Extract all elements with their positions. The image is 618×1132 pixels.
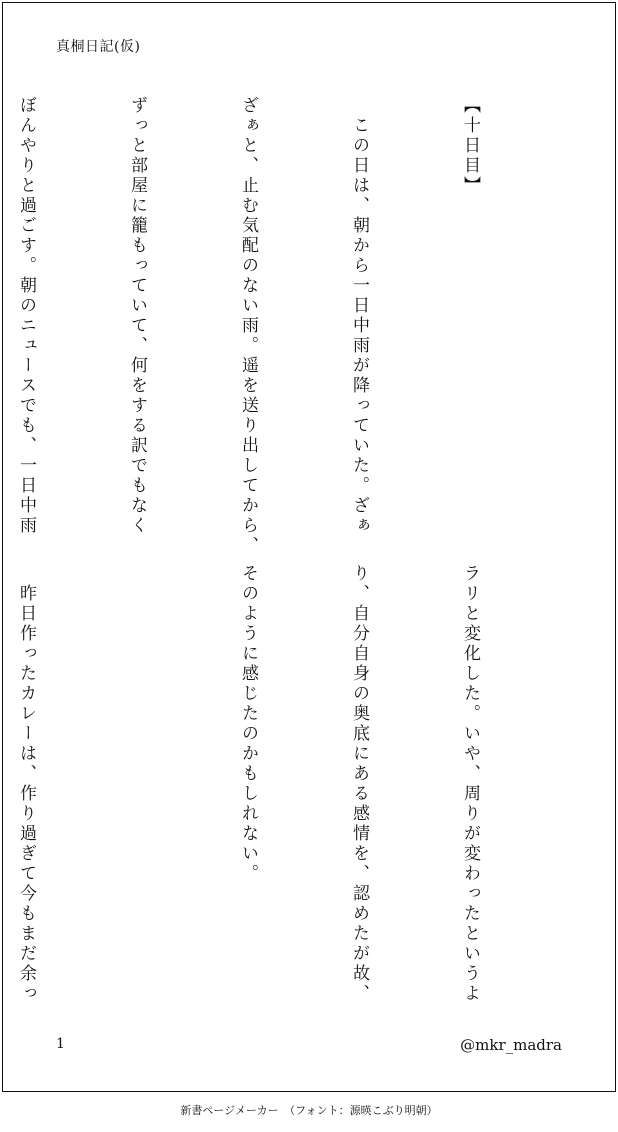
text-line: この日は、朝から一日中雨が降っていた。ざぁ (349, 96, 369, 536)
text-line: ぼんやりと過ごす。朝のニュースでも、一日中雨 (16, 96, 36, 536)
text-line: そのように感じたのかもしれない。 (238, 564, 258, 884)
chapter-heading: 【十日目】 (460, 96, 480, 196)
text-line: ラリと変化した。いや、周りが変わったというよ (460, 564, 480, 1004)
text-line: ざぁと、止む気配のない雨。遥を送り出してから、 (238, 96, 258, 556)
text-line: り、自分自身の奥底にある感情を、認めたが故、 (349, 564, 369, 1004)
upper-text-column (0, 96, 562, 556)
author-handle: @mkr_madra (460, 1036, 562, 1054)
lower-text-column (0, 564, 562, 1004)
generator-credit: 新書ページメーカー （フォント：源暎こぶり明朝） (180, 1104, 438, 1117)
text-line: ずっと部屋に籠もっていて、何をする訳でもなく (127, 96, 147, 536)
page-number: 1 (56, 1036, 65, 1052)
text-line (118, 564, 155, 1004)
text-line: 昨日作ったカレーは、作り過ぎて今もまだ余っ (16, 564, 36, 1004)
page-title: 真桐日記(仮) (56, 39, 141, 55)
